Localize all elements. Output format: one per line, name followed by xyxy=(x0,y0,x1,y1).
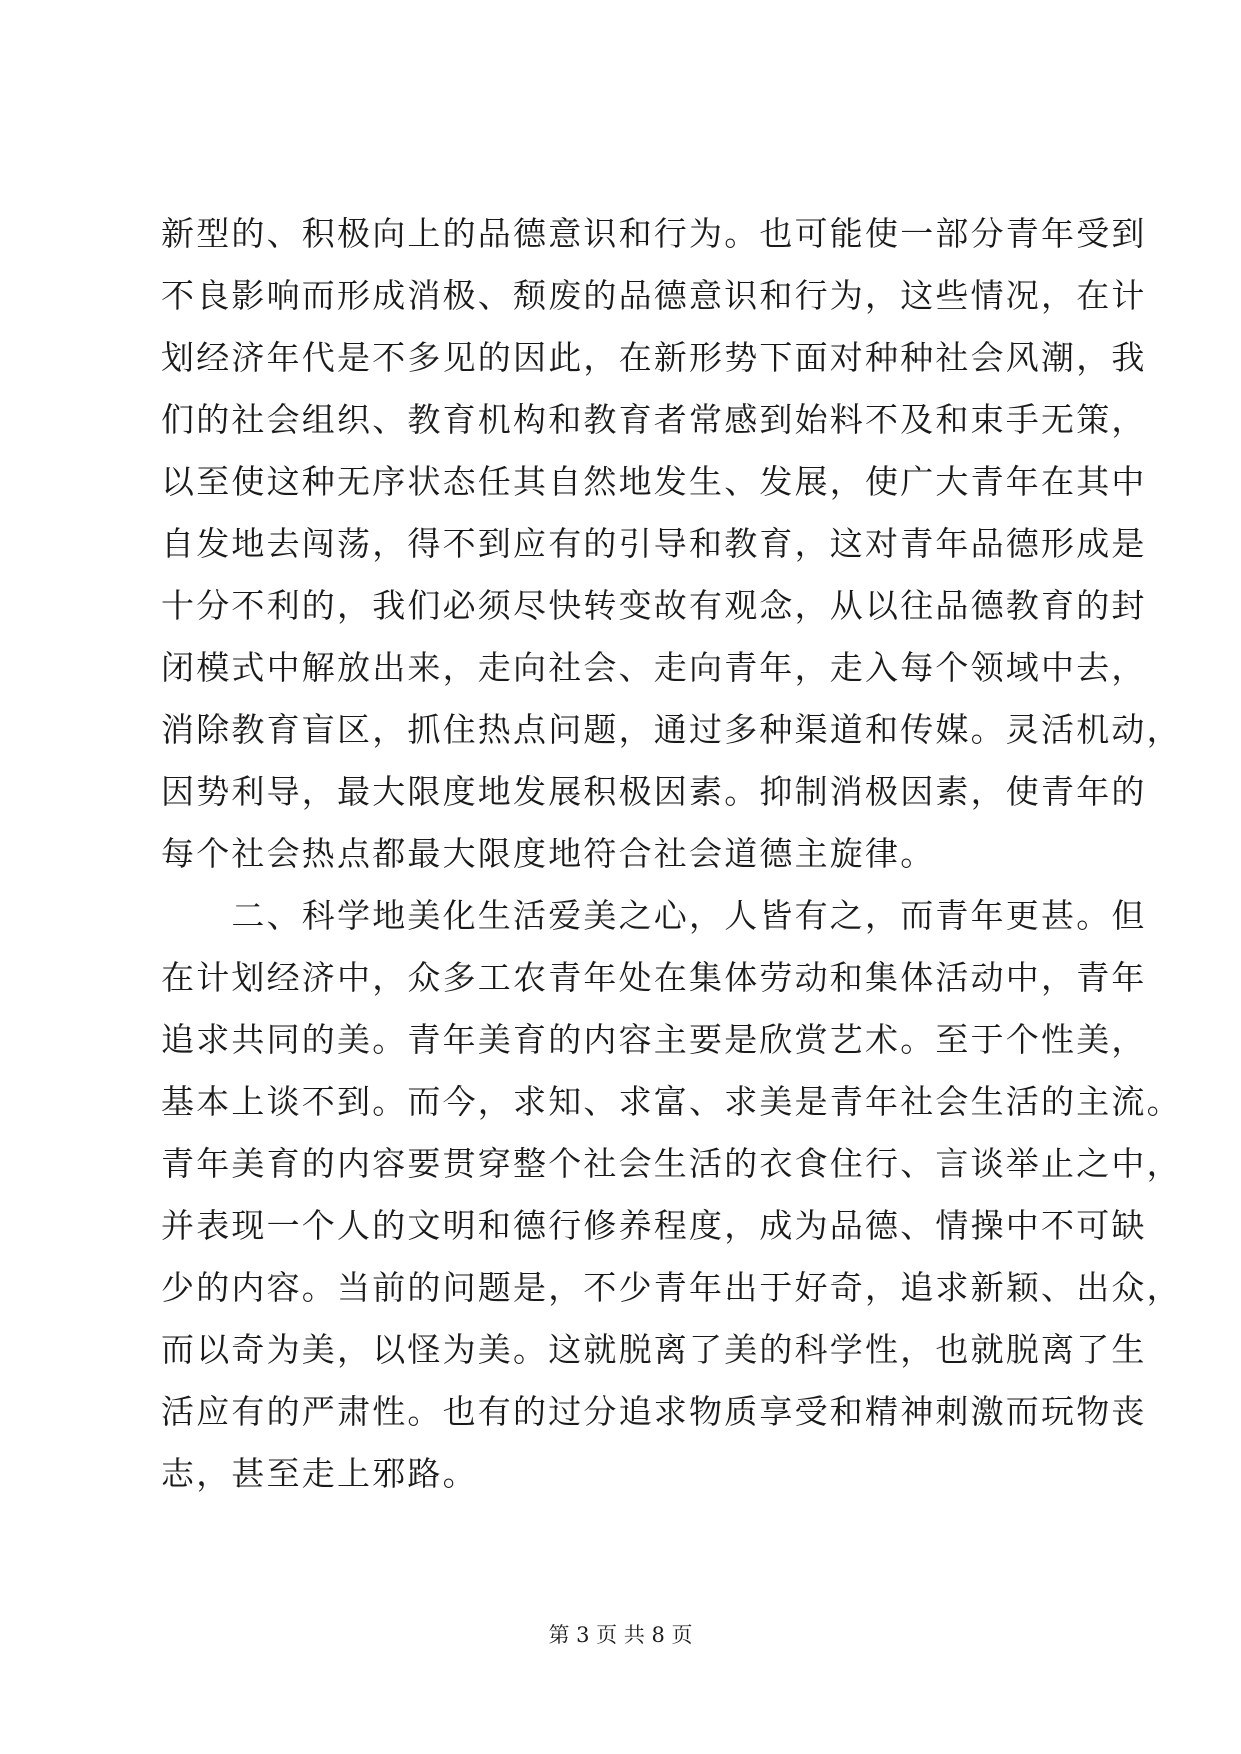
text-line: 志，甚至走上邪路。 xyxy=(161,1454,478,1493)
page-footer xyxy=(0,1620,1241,1650)
text-line: 二、科学地美化生活爱美之心，人皆有之，而青年更甚。但 xyxy=(161,896,1147,935)
text-line: 每个社会热点都最大限度地符合社会道德主旋律。 xyxy=(161,834,936,873)
text-line: 活应有的严肃性。也有的过分追求物质享受和精神刺激而玩物丧 xyxy=(161,1392,1147,1431)
text-line: 追求共同的美。青年美育的内容主要是欣赏艺术。至于个性美， xyxy=(161,1020,1147,1059)
text-line: 基本上谈不到。而今，求知、求富、求美是青年社会生活的主流。 xyxy=(161,1082,1182,1121)
text-line: 闭模式中解放出来，走向社会、走向青年，走入每个领域中去， xyxy=(161,648,1147,687)
text-line: 在计划经济中，众多工农青年处在集体劳动和集体活动中，青年 xyxy=(161,958,1147,997)
text-line: 以至使这种无序状态任其自然地发生、发展，使广大青年在其中 xyxy=(161,462,1147,501)
text-line: 不良影响而形成消极、颓废的品德意识和行为，这些情况，在计 xyxy=(161,276,1147,315)
text-line: 新型的、积极向上的品德意识和行为。也可能使一部分青年受到 xyxy=(161,214,1147,253)
text-line: 并表现一个人的文明和德行修养程度，成为品德、情操中不可缺 xyxy=(161,1206,1147,1245)
text-line: 因势利导，最大限度地发展积极因素。抑制消极因素，使青年的 xyxy=(161,772,1147,811)
text-line: 们的社会组织、教育机构和教育者常感到始料不及和束手无策， xyxy=(161,400,1147,439)
text-line: 十分不利的，我们必须尽快转变故有观念，从以往品德教育的封 xyxy=(161,586,1147,625)
text-line: 划经济年代是不多见的因此，在新形势下面对种种社会风潮，我 xyxy=(161,338,1147,377)
page-number: 第 3 页 共 8 页 xyxy=(548,1623,693,1647)
text-line: 自发地去闯荡，得不到应有的引导和教育，这对青年品德形成是 xyxy=(161,524,1147,563)
text-line: 而以奇为美，以怪为美。这就脱离了美的科学性，也就脱离了生 xyxy=(161,1330,1147,1369)
text-line: 青年美育的内容要贯穿整个社会生活的衣食住行、言谈举止之中， xyxy=(161,1144,1182,1183)
text-line: 消除教育盲区，抓住热点问题，通过多种渠道和传媒。灵活机动， xyxy=(161,710,1182,749)
body-text xyxy=(161,203,1182,1505)
text-line: 少的内容。当前的问题是，不少青年出于好奇，追求新颖、出众， xyxy=(161,1268,1182,1307)
